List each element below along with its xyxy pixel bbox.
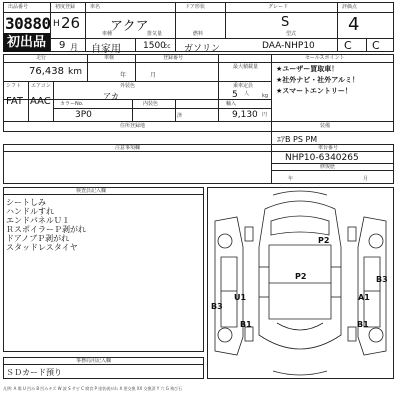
- specs-col-5: [132, 99, 133, 121]
- inspection-item-4: ＲスポイラーＰ剥がれ: [6, 225, 86, 234]
- recycle-unit: 円: [262, 112, 268, 118]
- ext-color: アカ: [103, 92, 119, 101]
- damage-u1-left: U1: [234, 293, 247, 302]
- model-label: 型式: [286, 31, 297, 37]
- fuel: ガソリン: [184, 44, 221, 54]
- maker-unit: 済: [177, 113, 183, 119]
- capacity-label: 乗車定員: [233, 83, 254, 89]
- sales-point-2: ★社外ナビ・社外アルミ！: [276, 76, 359, 84]
- hdr-col4: [175, 2, 176, 52]
- inspection-item-5: ドアノブＰ剥がれ: [6, 234, 70, 243]
- hdr-col6: [337, 2, 338, 52]
- first-reg-era: H: [53, 19, 60, 29]
- hdr-col3: [135, 38, 136, 52]
- grade: S: [281, 15, 290, 30]
- address-label: 住所登録地: [120, 123, 146, 129]
- capacity-unit: 人: [244, 91, 250, 97]
- load-label: 最大積載量: [233, 64, 259, 70]
- inspection-item-6: スタッドレスタイヤ: [6, 243, 78, 252]
- mileage: 76,438: [29, 66, 64, 77]
- color-no: 3P0: [75, 110, 92, 120]
- shift-label: シフト: [6, 83, 22, 89]
- score: 4: [348, 14, 360, 35]
- exterior-score: C: [372, 39, 380, 52]
- shift: FAT: [6, 96, 24, 107]
- vehicle-category-label: 車種: [102, 31, 113, 37]
- header-mid-line: [3, 12, 394, 13]
- capacity: 5: [232, 90, 238, 100]
- footer-legend: 凡例: A 傷 U 凹み B 凹みキズ W 波 S サビ C 腐食 P 塗装剥がれ X 要交換 XX 交換済 Y 穴 G 飛び石: [3, 386, 183, 391]
- damage-p2-center: P2: [295, 272, 307, 281]
- repair-label: 修復歴: [320, 164, 336, 170]
- specs-line-4: [53, 108, 271, 109]
- caution-label: 注意事項欄: [115, 145, 141, 151]
- specs-col-1: [28, 81, 29, 121]
- sales-point-1: ★ユーザー買取車！: [276, 65, 339, 73]
- notes-year-unit: 年: [288, 176, 294, 182]
- first-listing-badge: 初出品: [3, 33, 50, 52]
- displacement-unit: cc: [164, 43, 171, 50]
- notes-month-unit: 月: [363, 176, 369, 182]
- car-name: アクア: [110, 19, 149, 34]
- inspection-title: 検査員記入欄: [76, 188, 107, 194]
- displacement: 1500: [143, 41, 166, 51]
- specs-col-4: [135, 54, 136, 81]
- model: DAA-NHP10: [262, 41, 315, 51]
- mileage-unit: km: [68, 67, 82, 77]
- vehicle-category: 自家用: [91, 44, 121, 55]
- damage-b1-right: B1: [357, 320, 369, 329]
- ac-label: エアコン: [31, 83, 51, 89]
- fuel-label: 燃料: [193, 31, 204, 37]
- mileage-label: 走行: [36, 55, 47, 61]
- score-label: 評価点: [342, 4, 358, 10]
- specs-line-2: [3, 81, 271, 82]
- specs-col-2: [53, 81, 54, 121]
- specs-line-5: [3, 121, 394, 122]
- first-reg-label: 初度登録: [55, 4, 76, 10]
- owner-month-unit: 月: [150, 72, 157, 79]
- inspection-item-3: エンドパネルＵ１: [6, 216, 70, 225]
- inspection-label: 車検: [104, 55, 115, 61]
- lot-number: 30880: [5, 14, 51, 33]
- hdr-col5: [225, 2, 226, 38]
- damage-p2-top: P2: [318, 236, 330, 245]
- sales-points-label: セールスポイント: [305, 55, 345, 61]
- agent-title-line: [3, 364, 204, 365]
- agent-label: 事務局用記入欄: [76, 358, 112, 364]
- damage-b1-left: B1: [240, 320, 252, 329]
- inspection-year-unit: 年: [120, 72, 127, 79]
- sales-point-3: ★スマートエントリー！: [276, 87, 352, 95]
- specs-col-8: [271, 54, 272, 132]
- specs-line-1: [3, 62, 394, 63]
- interior-score: C: [344, 39, 352, 52]
- door-shape-label: ドア形状: [185, 4, 205, 10]
- specs-col-6: [175, 99, 176, 121]
- ext-color-label: 外装色: [120, 83, 136, 89]
- first-reg-month-unit: 月: [70, 43, 78, 52]
- color-no-label: カラーNo.: [60, 101, 84, 107]
- damage-b3-right: B3: [376, 275, 388, 284]
- first-reg-month: 9: [59, 40, 66, 51]
- damage-b3-left: B3: [211, 302, 223, 311]
- agent-value: ＳＤカード預り: [6, 368, 62, 377]
- first-reg-year: 26: [61, 14, 81, 32]
- specs-col-7: [218, 54, 219, 121]
- car-outline-diagram: [207, 187, 394, 379]
- grade-label: グレード: [268, 4, 289, 10]
- inspection-item-1: シートしみ: [6, 198, 46, 207]
- load-unit: kg: [262, 93, 269, 99]
- notes-line-3: [271, 170, 394, 171]
- inspection-title-line: [3, 194, 204, 195]
- header-row3-line: [50, 38, 394, 39]
- ac: AAC: [30, 96, 51, 107]
- chassis-label: 車台番号: [318, 145, 339, 151]
- interior-color-label: 内装色: [143, 101, 159, 107]
- chassis-number: NHP10-6340265: [285, 153, 359, 163]
- equipment-label: 装備: [320, 123, 331, 129]
- import-label: 輸入: [226, 101, 237, 107]
- notes-line-1: [3, 151, 394, 152]
- hdr-col7: [366, 38, 367, 52]
- notes-col-1: [271, 130, 272, 184]
- lot-number-label: 出品番号: [8, 4, 29, 10]
- inspection-item-2: ハンドルすれ: [6, 207, 54, 216]
- displacement-label: 排気量: [147, 31, 163, 37]
- recycle-amount: 9,130: [232, 110, 258, 120]
- owner-label: 登録番号: [163, 55, 184, 61]
- specs-col-3: [87, 54, 88, 81]
- equipment: ｴｱB PS PM: [277, 135, 318, 144]
- hdr-col2: [85, 2, 86, 52]
- damage-a1-right: A1: [358, 293, 370, 302]
- car-name-label: 車名: [90, 4, 101, 10]
